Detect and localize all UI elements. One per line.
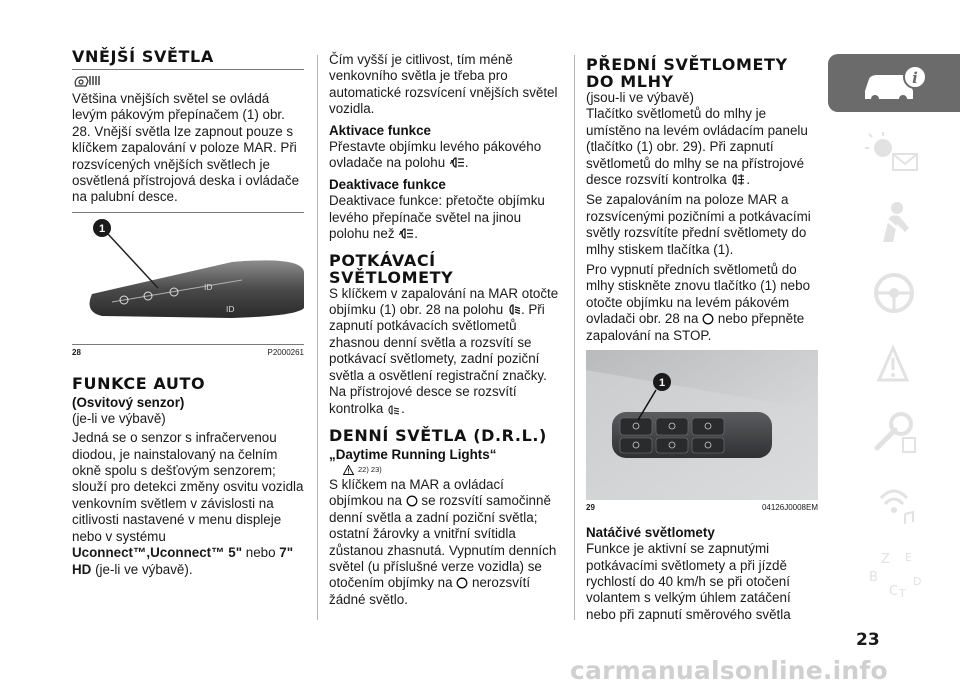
tab-safety[interactable]	[828, 188, 960, 258]
figure-number: 29	[586, 503, 595, 513]
svg-text:B: B	[869, 570, 878, 585]
fog-paragraph-1: Tlačítko světlometů do mlhy je umístěno na levém ovládacím panelu (tlačítko (1) obr. 29). Při zapnutí světlometů do mlhy se na přístrojové desce rozsvítí kontrolka .	[586, 106, 808, 188]
tab-multimedia[interactable]	[828, 468, 960, 538]
tab-maintenance[interactable]	[828, 398, 960, 468]
fog-light-icon	[730, 173, 746, 186]
svg-text:T: T	[899, 587, 906, 600]
heading-cornering-lights: Natáčivé světlomety	[586, 525, 715, 541]
heading-light-sensor: (Osvitový senzor)	[72, 394, 185, 410]
warning-references	[343, 465, 561, 475]
heading-activation: Aktivace funkce	[329, 122, 431, 138]
heading-auto-function: FUNKCE AUTO	[72, 373, 206, 393]
svg-text:Z: Z	[881, 552, 890, 567]
warning-lights-icon	[859, 128, 929, 178]
low-beam-paragraph: S klíčkem v zapalování na MAR otočte objímku (1) obr. 28 na polohu . Při zapnutí potkávacích světlometů zhasnou denní světla a rozsvítí se potkávací světlomety, zadní poziční světla a osvětlení registrační značky. Na přístrojové desce se rozsvítí kontrolka .	[329, 285, 559, 416]
low-beam-icon	[507, 303, 521, 316]
figure-number: 28	[72, 347, 81, 357]
drl-paragraph: S klíčkem na MAR a ovládací objímkou na se rozsvítí samočinně denní světla a zadní poziční světla; ostatní žárovky a vnitřní svítidla zůstanou zhasnutá. Vypnutím denních světel (u příslušné verze vozidla) se otočením objímky na nerozsvítí žádné světlo.	[329, 476, 557, 607]
figure-29	[586, 350, 818, 500]
figure-28-caption	[72, 348, 304, 357]
column-3	[586, 56, 818, 623]
chapter-tabs	[828, 48, 960, 608]
fog-paragraph-2: Se zapalováním na poloze MAR a rozsvícenými pozičními a potkávacími světly rozsvítíte přední světlomety do mlhy stiskem tlačítka (1).	[586, 192, 811, 257]
figure-bottom-rule	[72, 344, 304, 345]
warning-refs-text: 22) 23)	[358, 465, 382, 475]
fog-switch-panel-photo	[586, 350, 818, 500]
figure-top-rule	[72, 212, 304, 213]
svg-text:i: i	[912, 69, 918, 87]
section-rule	[72, 69, 304, 70]
figure-code: P2000261	[267, 347, 304, 357]
svg-text:ID: ID	[226, 304, 235, 314]
callout-label: 1	[98, 222, 106, 235]
activation-paragraph: Přestavte objímku levého pákového ovladače na polohu A .	[329, 138, 542, 171]
deactivation-paragraph: Deaktivace funkce: přetočte objímku levého přepínače světel na jinou polohu než A .	[329, 193, 545, 242]
fog-availability: (jsou-li ve výbavě)	[586, 90, 694, 105]
svg-text:E: E	[905, 551, 912, 564]
tab-driving[interactable]	[828, 258, 960, 328]
tab-emergency[interactable]	[828, 328, 960, 398]
warning-triangle-icon	[343, 465, 354, 475]
auto-availability: (je-li ve výbavě)	[72, 410, 166, 426]
svg-text:ID: ID	[204, 282, 213, 292]
auto-light-icon	[398, 227, 414, 240]
svg-text:A: A	[449, 160, 454, 167]
heading-low-beam: POTKÁVACÍ SVĚTLOMETY	[329, 250, 454, 287]
heading-fog-lights: PŘEDNÍ SVĚTLOMETY DO MLHY	[586, 55, 788, 91]
index-icon	[859, 545, 929, 601]
stalk-illustration	[72, 216, 304, 340]
svg-text:A: A	[399, 231, 404, 238]
watermark: carmanualsonline.info	[570, 656, 888, 683]
column-divider	[574, 55, 575, 620]
fog-paragraph-3: Pro vypnutí předních světlometů do mlhy stiskněte znovu tlačítko (1) nebo otočte objímku na levém pákovém ovladači obr. 28 na nebo přepněte zapalování na STOP.	[586, 262, 811, 343]
car-info-icon	[859, 61, 929, 105]
callout-label: 1	[658, 377, 666, 390]
safety-icon	[859, 198, 929, 248]
off-position-icon	[456, 577, 468, 589]
figure-code: 04126J0008EM	[761, 503, 818, 513]
column-1	[72, 48, 304, 578]
figure-28	[72, 216, 304, 340]
low-beam-indicator-icon	[387, 405, 401, 415]
auto-light-icon	[449, 156, 465, 169]
heading-drl-sub: „Daytime Running Lights“	[329, 446, 497, 462]
svg-text:C: C	[889, 584, 899, 599]
column-divider	[317, 55, 318, 620]
emergency-icon	[859, 338, 929, 388]
auto-paragraph: Jedná se o senzor s infračervenou diodou, je nainstalovaný na čelním okně spolu s dešťovým senzorem; slouží pro detekci změny osvitu vozidla venkovním světlem v závislosti na citlivosti nastavené v menu displeje nebo v systému Uconnect™,Uconnect™ 5" nebo 7" HD (je-li ve výbavě).	[72, 430, 304, 577]
intro-paragraph: Většina vnějších světel se ovládá levým pákovým přepínačem (1) obr. 28. Vnější světla lze zapnout pouze s klíčkem zapalování v poloze MAR. Při rozsvícených vnějších světlech je osvětlená přístrojová deska i ovládače na palubní desce.	[72, 91, 300, 205]
sensitivity-paragraph: Čím vyšší je citlivost, tím méně venkovního světla je třeba pro automatické rozsvícení vnějších světel vozidla.	[329, 52, 558, 117]
multimedia-icon	[859, 478, 929, 528]
figure-29-caption	[586, 503, 818, 512]
off-position-icon	[702, 313, 714, 325]
tab-warning-lights[interactable]	[828, 118, 960, 188]
section-title-exterior-lights: VNĚJŠÍ SVĚTLA	[72, 47, 214, 66]
heading-deactivation: Deaktivace funkce	[329, 177, 446, 193]
driving-icon	[859, 268, 929, 318]
tab-index[interactable]	[828, 538, 960, 608]
page-number: 23	[856, 630, 880, 650]
heading-drl: DENNÍ SVĚTLA (D.R.L.)	[329, 425, 547, 445]
column-2	[329, 52, 561, 608]
lighting-symbol-icon	[72, 73, 304, 89]
cornering-paragraph: Funkce je aktivní se zapnutými potkávacími světlomety a při jízdě rychlostí do 40 km/h se při otočení volantem s velkým úhlem zatáčení nebo při zapnutí směrového světla	[586, 541, 791, 622]
tab-car-info[interactable]	[828, 54, 960, 112]
svg-text:D: D	[913, 575, 922, 588]
maintenance-icon	[859, 408, 929, 458]
off-position-icon	[406, 495, 418, 507]
